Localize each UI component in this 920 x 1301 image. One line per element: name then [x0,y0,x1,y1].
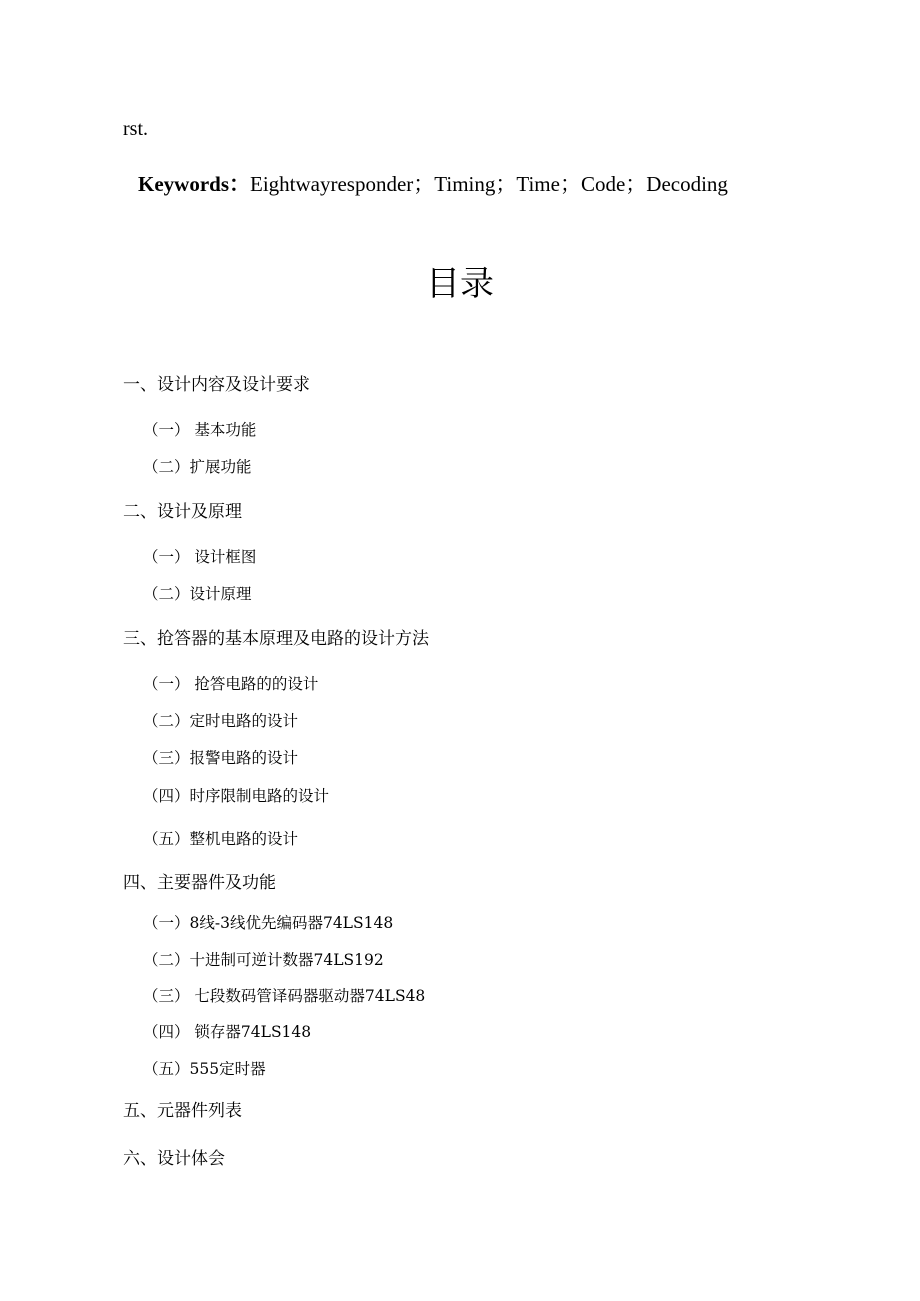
toc-entry-3-3: （三）报警电路的设计 [143,749,299,767]
toc-entry-3-5: （五）整机电路的设计 [143,830,299,848]
toc-entry-5: 五、元器件列表 [123,1101,242,1121]
toc-entry-3-2: （二）定时电路的设计 [143,712,299,730]
toc-entry-1-1: （一） 基本功能 [143,421,257,439]
keywords-text: Eightwayresponder；Timing；Time；Code；Decoding [250,172,728,196]
toc-entry-3-1: （一） 抢答电路的的设计 [143,675,319,693]
toc-entry-4-3: （三） 七段数码管译码器驱动器74LS48 [143,987,426,1005]
toc-entry-3: 三、抢答器的基本原理及电路的设计方法 [123,629,429,649]
keywords-line [138,168,728,198]
toc-entry-4-4: （四） 锁存器74LS148 [143,1023,312,1041]
toc-entry-4-1: （一）8线-3线优先编码器74LS148 [143,914,394,932]
abstract-tail-text: rst. [123,118,148,140]
keywords-label: Keywords： [138,172,250,196]
toc-entry-1-2: （二）扩展功能 [143,458,252,476]
toc-entry-1: 一、设计内容及设计要求 [123,375,310,395]
toc-entry-2-1: （一） 设计框图 [143,548,257,566]
toc-entry-4-2: （二）十进制可逆计数器74LS192 [143,951,384,969]
toc-entry-4: 四、主要器件及功能 [123,873,276,893]
toc-entry-6: 六、设计体会 [123,1149,225,1169]
toc-entry-2-2: （二）设计原理 [143,585,252,603]
toc-entry-4-5: （五）555定时器 [143,1060,266,1078]
toc-title: 目录 [426,264,494,304]
toc-entry-3-4: （四）时序限制电路的设计 [143,787,330,805]
toc-entry-2: 二、设计及原理 [123,502,242,522]
